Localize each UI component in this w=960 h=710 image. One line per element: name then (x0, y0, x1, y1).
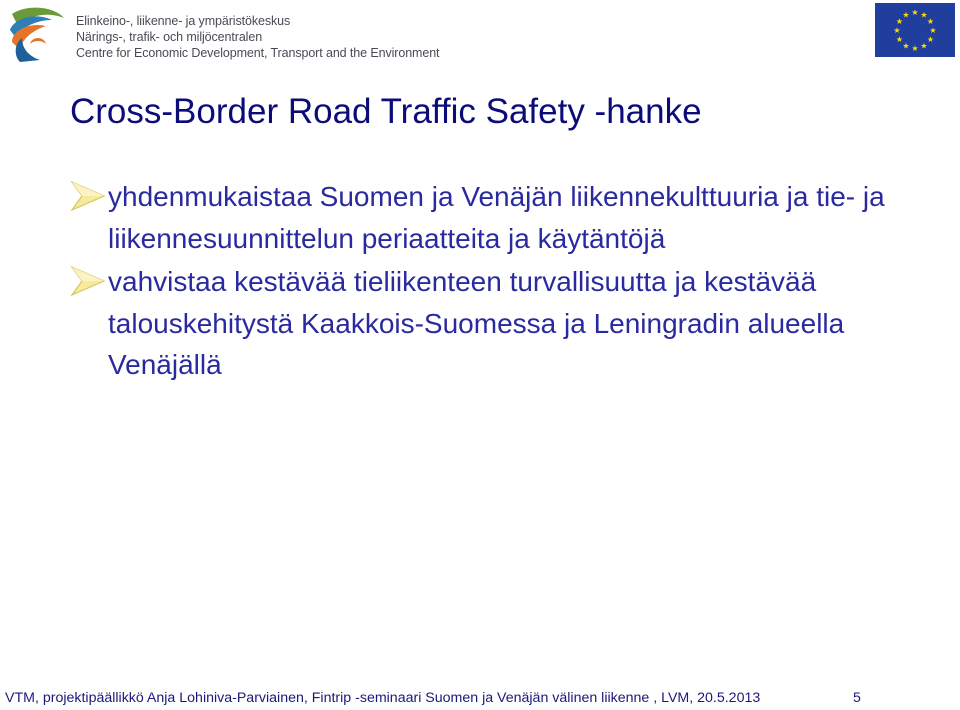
bullet-list (70, 176, 930, 386)
svg-text:★: ★ (895, 35, 904, 44)
svg-text:★: ★ (911, 8, 919, 17)
slide-title: Cross-Border Road Traffic Safety -hanke (70, 92, 702, 131)
arrow-bullet-icon (70, 180, 106, 212)
svg-text:★: ★ (902, 41, 910, 51)
bullet-item (70, 261, 930, 386)
footer-text: VTM, projektipäällikkö Anja Lohiniva-Parviainen, Fintrip -seminaari Suomen ja Venäjän välinen liikenne , LVM, 20.5.2013 (5, 690, 761, 706)
svg-text:★: ★ (920, 41, 928, 51)
org-name-en: Centre for Economic Development, Transport and the Environment (76, 46, 440, 60)
page-number: 5 (853, 690, 861, 706)
svg-text:★: ★ (929, 26, 937, 35)
org-name-sv: Närings-, trafik- och miljöcentralen (76, 30, 263, 44)
svg-text:★: ★ (893, 26, 901, 35)
ely-centre-logo-icon (6, 4, 66, 68)
org-name-fi: Elinkeino-, liikenne- ja ympäristökeskus (76, 14, 291, 28)
bullet-item (70, 176, 930, 259)
svg-text:★: ★ (920, 10, 928, 20)
arrow-bullet-icon (70, 265, 106, 297)
svg-text:★: ★ (926, 35, 935, 44)
bullet-text: vahvistaa kestävää tieliikenteen turvallisuutta ja kestävää talouskehitystä Kaakkois-Suomessa ja Leningradin alueella Venäjällä (108, 266, 845, 380)
eu-flag-icon (875, 3, 955, 57)
svg-text:★: ★ (926, 17, 935, 26)
organization-names (76, 13, 439, 61)
bullet-text: yhdenmukaistaa Suomen ja Venäjän liikennekulttuuria ja tie- ja liikennesuunnittelun periaatteita ja käytäntöjä (108, 181, 885, 254)
svg-text:★: ★ (902, 10, 910, 20)
svg-text:★: ★ (895, 17, 904, 26)
svg-text:★: ★ (911, 44, 919, 53)
